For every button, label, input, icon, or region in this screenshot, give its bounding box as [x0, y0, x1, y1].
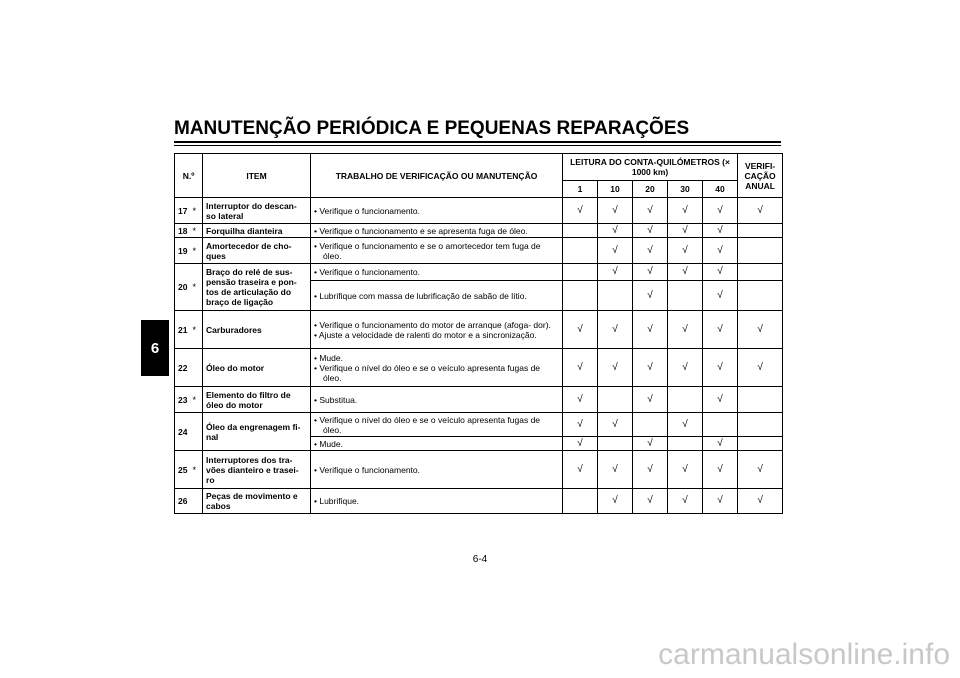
bullet-line: • Mude. — [314, 352, 343, 363]
check-mark-icon: √ — [612, 418, 618, 430]
title-rule-thin — [174, 145, 781, 146]
check-mark-icon: √ — [612, 463, 618, 475]
check-mark-icon: √ — [647, 204, 653, 216]
odometer-check-cell — [598, 238, 633, 264]
odometer-check-cell — [703, 413, 738, 437]
item-name: Óleo do motor — [203, 349, 311, 387]
dealer-service-mark: * — [193, 311, 203, 349]
odometer-check-cell — [633, 437, 668, 451]
odometer-check-cell — [563, 349, 598, 387]
check-mark-icon: √ — [682, 418, 688, 430]
header-km-1: 1 — [563, 181, 598, 198]
odometer-check-cell — [598, 349, 633, 387]
check-mark-icon: √ — [647, 266, 653, 277]
odometer-check-cell — [563, 224, 598, 238]
odometer-check-cell — [668, 489, 703, 514]
item-name: Amortecedor de cho- ques — [203, 238, 311, 264]
header-km-20: 20 — [633, 181, 668, 198]
table-row — [175, 264, 783, 281]
check-mark-icon: √ — [757, 463, 763, 475]
check-mark-icon: √ — [647, 244, 653, 256]
bullet-line: • Lubrifique. — [314, 496, 360, 506]
header-km-40: 40 — [703, 181, 738, 198]
bullet-line: • Verifique o funcionamento. — [314, 205, 421, 216]
item-name: Braço do relé de sus- pensão traseira e pon- tos de articulação do braço de ligação — [203, 264, 311, 311]
odometer-check-cell — [633, 281, 668, 311]
table-row — [175, 489, 783, 514]
odometer-check-cell — [703, 238, 738, 264]
table-row — [175, 387, 783, 413]
check-mark-icon: √ — [717, 437, 723, 449]
odometer-check-cell — [703, 198, 738, 224]
odometer-check-cell — [703, 224, 738, 238]
odometer-check-cell — [598, 413, 633, 437]
check-mark-icon: √ — [647, 495, 653, 506]
odometer-check-cell — [668, 451, 703, 489]
odometer-check-cell — [668, 387, 703, 413]
check-mark-icon: √ — [647, 437, 653, 449]
maintenance-table — [174, 153, 783, 514]
check-mark-icon: √ — [577, 204, 583, 216]
check-mark-icon: √ — [647, 323, 653, 335]
header-annual: VERIFI- CAÇÃO ANUAL — [738, 154, 783, 198]
odometer-check-cell — [668, 224, 703, 238]
row-number: 21 — [175, 311, 193, 349]
check-mark-icon: √ — [717, 495, 723, 506]
odometer-check-cell — [598, 451, 633, 489]
odometer-check-cell — [563, 387, 598, 413]
check-mark-icon: √ — [647, 289, 653, 301]
odometer-check-cell — [703, 387, 738, 413]
check-mark-icon: √ — [757, 361, 763, 373]
odometer-check-cell — [563, 198, 598, 224]
odometer-check-cell — [703, 451, 738, 489]
row-number: 24 — [175, 413, 193, 451]
check-mark-icon: √ — [717, 361, 723, 373]
odometer-check-cell — [703, 437, 738, 451]
odometer-check-cell — [633, 489, 668, 514]
check-mark-icon: √ — [717, 244, 723, 256]
annual-check-cell — [738, 198, 783, 224]
table-row — [175, 311, 783, 349]
annual-check-cell — [738, 349, 783, 387]
annual-check-cell — [738, 264, 783, 281]
work-description — [311, 198, 563, 224]
check-mark-icon: √ — [717, 224, 723, 236]
check-mark-icon: √ — [682, 204, 688, 216]
annual-check-cell — [738, 413, 783, 437]
annual-check-cell — [738, 311, 783, 349]
work-description — [311, 281, 563, 311]
bullet-line: • Verifique o funcionamento do motor de arranque (afoga- dor). — [314, 319, 551, 330]
table-row — [175, 349, 783, 387]
odometer-check-cell — [633, 238, 668, 264]
check-mark-icon: √ — [577, 323, 583, 335]
header-work: TRABALHO DE VERIFICAÇÃO OU MANUTENÇÃO — [311, 154, 563, 198]
check-mark-icon: √ — [717, 266, 723, 277]
check-mark-icon: √ — [757, 495, 763, 506]
table-row — [175, 451, 783, 489]
item-name: Carburadores — [203, 311, 311, 349]
check-mark-icon: √ — [682, 495, 688, 506]
check-mark-icon: √ — [647, 361, 653, 373]
watermark[interactable]: carmanualsonline.info — [658, 638, 950, 671]
check-mark-icon: √ — [612, 323, 618, 335]
dealer-service-mark — [193, 349, 203, 387]
item-name: Óleo da engrenagem fi- nal — [203, 413, 311, 451]
check-mark-icon: √ — [717, 204, 723, 216]
odometer-check-cell — [633, 311, 668, 349]
odometer-check-cell — [668, 349, 703, 387]
bullet-line: • Lubrifique com massa de lubrificação de sabão de lítio. — [314, 290, 527, 301]
work-description — [311, 224, 563, 238]
odometer-check-cell — [633, 264, 668, 281]
dealer-service-mark — [193, 413, 203, 451]
check-mark-icon: √ — [647, 463, 653, 475]
check-mark-icon: √ — [577, 361, 583, 373]
row-number: 25 — [175, 451, 193, 489]
bullet-line: • Verifique o funcionamento. — [314, 267, 421, 277]
check-mark-icon: √ — [682, 244, 688, 256]
chapter-tab[interactable]: 6 — [141, 320, 169, 376]
item-name: Interruptor do descan- so lateral — [203, 198, 311, 224]
work-description — [311, 413, 563, 437]
check-mark-icon: √ — [647, 393, 653, 405]
header-km-30: 30 — [668, 181, 703, 198]
odometer-check-cell — [563, 264, 598, 281]
header-km-10: 10 — [598, 181, 633, 198]
annual-check-cell — [738, 281, 783, 311]
check-mark-icon: √ — [612, 495, 618, 506]
odometer-check-cell — [563, 413, 598, 437]
check-mark-icon: √ — [612, 361, 618, 373]
odometer-check-cell — [703, 349, 738, 387]
work-description — [311, 311, 563, 349]
row-number: 19 — [175, 238, 193, 264]
annual-check-cell — [738, 437, 783, 451]
check-mark-icon: √ — [577, 437, 583, 449]
row-number: 18 — [175, 224, 193, 238]
check-mark-icon: √ — [717, 393, 723, 405]
row-number: 23 — [175, 387, 193, 413]
odometer-check-cell — [703, 311, 738, 349]
odometer-check-cell — [633, 451, 668, 489]
odometer-check-cell — [563, 437, 598, 451]
dealer-service-mark: * — [193, 238, 203, 264]
dealer-service-mark: * — [193, 264, 203, 311]
annual-check-cell — [738, 224, 783, 238]
header-odometer: LEITURA DO CONTA-QUILÓMETROS (× 1000 km) — [563, 154, 738, 181]
check-mark-icon: √ — [612, 224, 618, 236]
bullet-line: • Verifique o nível do óleo e se o veículo apresenta fugas de óleo. — [314, 362, 541, 383]
row-number: 26 — [175, 489, 193, 514]
check-mark-icon: √ — [717, 289, 723, 301]
odometer-check-cell — [598, 311, 633, 349]
check-mark-icon: √ — [682, 361, 688, 373]
odometer-check-cell — [668, 281, 703, 311]
check-mark-icon: √ — [757, 204, 763, 216]
row-number: 17 — [175, 198, 193, 224]
odometer-check-cell — [633, 413, 668, 437]
check-mark-icon: √ — [757, 323, 763, 335]
bullet-line: • Verifique o funcionamento. — [314, 464, 421, 475]
odometer-check-cell — [633, 349, 668, 387]
dealer-service-mark: * — [193, 451, 203, 489]
bullet-line: • Verifique o funcionamento e se o amortecedor tem fuga de óleo. — [314, 240, 541, 261]
table-row — [175, 238, 783, 264]
check-mark-icon: √ — [577, 393, 583, 405]
item-name: Interruptores dos tra- vões dianteiro e trasei- ro — [203, 451, 311, 489]
work-description — [311, 349, 563, 387]
page-title: MANUTENÇÃO PERIÓDICA E PEQUENAS REPARAÇÕES — [174, 118, 690, 139]
bullet-line: • Verifique o funcionamento e se apresenta fuga de óleo. — [314, 225, 528, 236]
work-description — [311, 489, 563, 514]
odometer-check-cell — [668, 238, 703, 264]
check-mark-icon: √ — [577, 463, 583, 475]
bullet-line: • Mude. — [314, 438, 343, 449]
item-name: Elemento do filtro de óleo do motor — [203, 387, 311, 413]
bullet-line: • Ajuste a velocidade de ralenti do motor e a sincronização. — [314, 329, 537, 340]
annual-check-cell — [738, 451, 783, 489]
odometer-check-cell — [703, 281, 738, 311]
odometer-check-cell — [668, 311, 703, 349]
odometer-check-cell — [563, 311, 598, 349]
odometer-check-cell — [633, 198, 668, 224]
check-mark-icon: √ — [682, 266, 688, 277]
bullet-line: • Substitua. — [314, 394, 358, 405]
odometer-check-cell — [633, 224, 668, 238]
dealer-service-mark: * — [193, 224, 203, 238]
odometer-check-cell — [563, 489, 598, 514]
odometer-check-cell — [703, 264, 738, 281]
odometer-check-cell — [668, 437, 703, 451]
header-item: ITEM — [203, 154, 311, 198]
dealer-service-mark: * — [193, 387, 203, 413]
odometer-check-cell — [703, 489, 738, 514]
work-description — [311, 264, 563, 281]
odometer-check-cell — [598, 387, 633, 413]
odometer-check-cell — [563, 238, 598, 264]
check-mark-icon: √ — [717, 323, 723, 335]
maintenance-table-body — [175, 198, 783, 514]
dealer-service-mark — [193, 489, 203, 514]
odometer-check-cell — [598, 437, 633, 451]
odometer-check-cell — [633, 387, 668, 413]
header-no: N.º — [175, 154, 203, 198]
work-description — [311, 437, 563, 451]
odometer-check-cell — [563, 451, 598, 489]
odometer-check-cell — [598, 264, 633, 281]
odometer-check-cell — [598, 281, 633, 311]
annual-check-cell — [738, 489, 783, 514]
work-description — [311, 387, 563, 413]
work-description — [311, 238, 563, 264]
check-mark-icon: √ — [682, 224, 688, 236]
table-row — [175, 198, 783, 224]
annual-check-cell — [738, 238, 783, 264]
item-name: Peças de movimento e cabos — [203, 489, 311, 514]
odometer-check-cell — [563, 281, 598, 311]
page-number: 6-4 — [472, 554, 488, 565]
odometer-check-cell — [668, 264, 703, 281]
row-number: 22 — [175, 349, 193, 387]
table-row — [175, 413, 783, 437]
check-mark-icon: √ — [612, 266, 618, 277]
annual-check-cell — [738, 387, 783, 413]
check-mark-icon: √ — [612, 244, 618, 256]
odometer-check-cell — [668, 413, 703, 437]
check-mark-icon: √ — [577, 418, 583, 430]
odometer-check-cell — [598, 489, 633, 514]
odometer-check-cell — [598, 224, 633, 238]
row-number: 20 — [175, 264, 193, 311]
check-mark-icon: √ — [682, 323, 688, 335]
title-rule-thick — [174, 141, 781, 143]
item-name: Forquilha dianteira — [203, 224, 311, 238]
check-mark-icon: √ — [717, 463, 723, 475]
dealer-service-mark: * — [193, 198, 203, 224]
check-mark-icon: √ — [612, 204, 618, 216]
check-mark-icon: √ — [647, 224, 653, 236]
table-row — [175, 224, 783, 238]
bullet-line: • Verifique o nível do óleo e se o veículo apresenta fugas de óleo. — [314, 414, 541, 435]
odometer-check-cell — [668, 198, 703, 224]
check-mark-icon: √ — [682, 463, 688, 475]
odometer-check-cell — [598, 198, 633, 224]
work-description — [311, 451, 563, 489]
